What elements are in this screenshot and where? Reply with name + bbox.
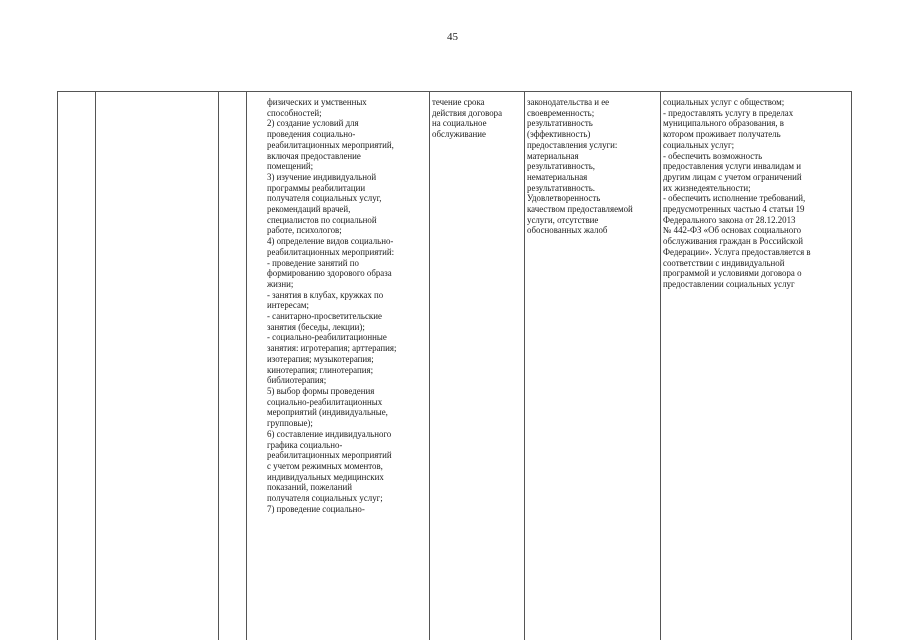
text-line: Федерации». Услуга предоставляется в	[663, 246, 811, 257]
text-line: реабилитационных мероприятий,	[267, 139, 394, 150]
text-line: реабилитационных мероприятий	[267, 450, 392, 461]
text-line: - проведение занятий по	[267, 257, 359, 268]
text-line: изотерапия; музыкотерапия;	[267, 353, 374, 364]
text-line: библиотерапия;	[267, 375, 327, 386]
text-line: услуги, отсутствие	[527, 214, 599, 225]
table-cell-standard	[219, 92, 247, 640]
text-line: предоставлении социальных услуг	[663, 278, 795, 289]
text-line: специалистов по социальной	[267, 214, 377, 225]
text-line: качеством предоставляемой	[527, 204, 633, 215]
text-line: на социальное	[432, 118, 487, 129]
text-line: физических и умственных	[267, 97, 367, 107]
text-line: - обеспечить возможность	[663, 150, 763, 161]
text-line: 7) проведение социально-	[267, 503, 365, 514]
text-line: интересам;	[267, 300, 309, 311]
text-line: результативность	[527, 118, 593, 129]
text-line: котором проживает получатель	[663, 129, 781, 140]
text-line: получателя социальных услуг,	[267, 193, 382, 204]
text-line: формированию здорового образа	[267, 268, 392, 279]
text-line: результативность,	[527, 161, 595, 172]
text-line: занятия: игротерапия; арттерапия;	[267, 343, 397, 354]
text-line: социальных услуг с обществом;	[663, 97, 785, 107]
text-line: 4) определение видов социально-	[267, 236, 394, 247]
text-line: Удовлетворенность	[527, 193, 601, 204]
table-cell-quality-indicators	[525, 92, 661, 640]
text-line: показаний, пожеланий	[267, 482, 352, 493]
text-line: - санитарно-просветительские	[267, 311, 382, 322]
text-line: рекомендаций врачей,	[267, 204, 351, 215]
text-line: 6) составление индивидуального	[267, 428, 392, 439]
text-line: законодательства и ее	[527, 97, 610, 107]
text-line: (эффективность)	[527, 129, 591, 140]
text-line: мероприятий (индивидуальные,	[267, 407, 388, 418]
text-line: другим лицам с учетом ограничений	[663, 171, 802, 182]
table-cell-term	[430, 92, 525, 640]
services-table	[57, 91, 852, 640]
text-line: 5) выбор формы проведения	[267, 385, 375, 396]
text-line: материальная	[527, 150, 579, 161]
text-line: 2) создание условий для	[267, 118, 359, 129]
text-line: помещений;	[267, 161, 314, 172]
text-line: - предоставлять услугу в пределах	[663, 107, 794, 118]
text-line: - занятия в клубах, кружках по	[267, 289, 384, 300]
text-line: муниципального образования, в	[663, 118, 784, 129]
text-line: предоставления услуги инвалидам и	[663, 161, 801, 172]
text-line: с учетом режимных моментов,	[267, 460, 383, 471]
table-row	[58, 92, 852, 640]
text-line: обслуживание	[432, 129, 486, 140]
text-line: социально-реабилитационных	[267, 396, 383, 407]
text-line: способностей;	[267, 107, 322, 118]
text-line: обслуживания граждан в Российской	[663, 236, 804, 247]
text-line: № 442-ФЗ «Об основах социального	[663, 225, 802, 236]
text-line: программы реабилитации	[267, 182, 366, 193]
text-line: нематериальная	[527, 171, 588, 182]
text-line: предусмотренных частью 4 статьи 19	[663, 204, 805, 215]
text-line: проведения социально-	[267, 129, 356, 140]
text-line: включая предоставление	[267, 150, 361, 161]
text-line: кинотерапия; глинотерапия;	[267, 364, 374, 375]
text-line: - социально-реабилитационные	[267, 332, 387, 343]
text-line: работе, психологов;	[267, 225, 342, 236]
text-line: графика социально-	[267, 439, 343, 450]
text-line: социальных услуг;	[663, 139, 735, 150]
text-line: программой и условиями договора о	[663, 268, 802, 279]
text-line: реабилитационных мероприятий:	[267, 246, 395, 257]
table-cell-conditions	[661, 92, 852, 640]
text-line: жизни;	[267, 278, 294, 289]
text-line: результативность.	[527, 182, 595, 193]
table-cell-number	[58, 92, 96, 640]
text-line: Федерального закона от 28.12.2013	[663, 214, 796, 225]
text-line: соответствии с индивидуальной	[663, 257, 785, 268]
text-line: обоснованных жалоб	[527, 225, 608, 236]
text-line: течение срока	[432, 97, 485, 107]
text-line: - обеспечить исполнение требований,	[663, 193, 806, 204]
text-line: 3) изучение индивидуальной	[267, 171, 377, 182]
table-cell-service-name	[96, 92, 219, 640]
text-line: индивидуальных медицинских	[267, 471, 384, 482]
text-line: групповые);	[267, 418, 313, 429]
text-line: предоставления услуги:	[527, 139, 618, 150]
text-line: действия договора	[432, 107, 503, 118]
text-line: занятия (беседы, лекции);	[267, 321, 365, 332]
table-cell-description	[247, 92, 430, 640]
text-line: получателя социальных услуг;	[267, 493, 383, 504]
text-line: своевременность;	[527, 107, 595, 118]
page-number: 45	[447, 31, 458, 43]
text-line: их жизнедеятельности;	[663, 182, 751, 193]
